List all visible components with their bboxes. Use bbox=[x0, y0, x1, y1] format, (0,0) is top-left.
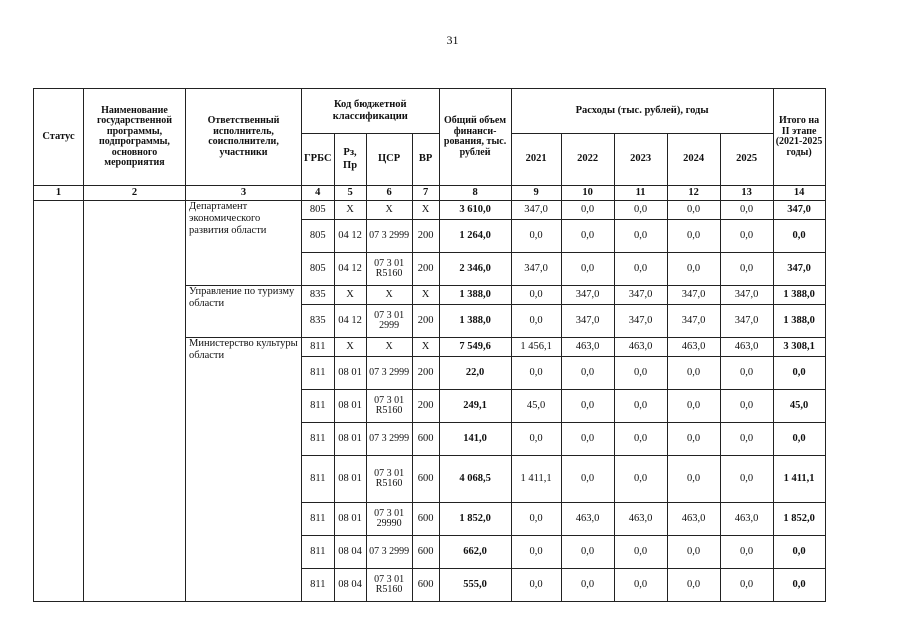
cell-csr: 07 3 2999 bbox=[366, 357, 412, 390]
column-number: 9 bbox=[511, 186, 561, 201]
column-number: 4 bbox=[302, 186, 335, 201]
name-cell bbox=[84, 201, 186, 602]
cell-y2022: 0,0 bbox=[561, 536, 614, 569]
cell-y2021: 347,0 bbox=[511, 201, 561, 220]
cell-stage: 0,0 bbox=[773, 220, 825, 253]
cell-y2025: 0,0 bbox=[720, 390, 773, 423]
cell-grbs: 811 bbox=[302, 569, 335, 602]
cell-y2025: 0,0 bbox=[720, 220, 773, 253]
cell-stage: 347,0 bbox=[773, 253, 825, 286]
header-expenses: Расходы (тыс. рублей), годы bbox=[511, 89, 773, 134]
cell-csr: X bbox=[366, 338, 412, 357]
cell-csr: 07 3 01 R5160 bbox=[366, 253, 412, 286]
cell-csr: 07 3 01 29990 bbox=[366, 503, 412, 536]
cell-y2021: 0,0 bbox=[511, 569, 561, 602]
cell-stage: 1 411,1 bbox=[773, 456, 825, 503]
cell-grbs: 811 bbox=[302, 357, 335, 390]
header-csr: ЦСР bbox=[366, 134, 412, 186]
cell-total: 1 264,0 bbox=[439, 220, 511, 253]
column-number: 3 bbox=[186, 186, 302, 201]
cell-vr: 600 bbox=[412, 503, 439, 536]
cell-vr: X bbox=[412, 201, 439, 220]
cell-y2023: 0,0 bbox=[614, 390, 667, 423]
status-cell bbox=[34, 201, 84, 602]
cell-vr: 600 bbox=[412, 569, 439, 602]
header-responsible: Ответственный исполнитель, соисполнители, участники bbox=[186, 89, 302, 186]
cell-stage: 347,0 bbox=[773, 201, 825, 220]
cell-rz: 04 12 bbox=[334, 305, 366, 338]
column-number: 11 bbox=[614, 186, 667, 201]
cell-vr: 200 bbox=[412, 253, 439, 286]
cell-y2021: 0,0 bbox=[511, 220, 561, 253]
cell-y2025: 347,0 bbox=[720, 286, 773, 305]
cell-y2023: 0,0 bbox=[614, 220, 667, 253]
cell-rz: X bbox=[334, 286, 366, 305]
cell-y2025: 0,0 bbox=[720, 456, 773, 503]
cell-total: 3 610,0 bbox=[439, 201, 511, 220]
cell-csr: X bbox=[366, 286, 412, 305]
cell-grbs: 805 bbox=[302, 201, 335, 220]
cell-grbs: 835 bbox=[302, 286, 335, 305]
cell-y2025: 0,0 bbox=[720, 569, 773, 602]
cell-y2023: 347,0 bbox=[614, 305, 667, 338]
budget-table bbox=[33, 88, 826, 602]
cell-y2024: 0,0 bbox=[667, 253, 720, 286]
cell-y2022: 0,0 bbox=[561, 220, 614, 253]
cell-stage: 0,0 bbox=[773, 569, 825, 602]
participant-cell: Управление по туризму области bbox=[186, 286, 302, 338]
cell-y2023: 347,0 bbox=[614, 286, 667, 305]
cell-y2022: 0,0 bbox=[561, 357, 614, 390]
cell-vr: 600 bbox=[412, 456, 439, 503]
cell-rz: X bbox=[334, 338, 366, 357]
cell-vr: 200 bbox=[412, 305, 439, 338]
header-year-2025: 2025 bbox=[720, 134, 773, 186]
cell-y2024: 0,0 bbox=[667, 569, 720, 602]
cell-y2021: 1 456,1 bbox=[511, 338, 561, 357]
column-number: 12 bbox=[667, 186, 720, 201]
cell-y2023: 0,0 bbox=[614, 201, 667, 220]
cell-y2025: 463,0 bbox=[720, 503, 773, 536]
cell-vr: 200 bbox=[412, 357, 439, 390]
cell-total: 2 346,0 bbox=[439, 253, 511, 286]
cell-y2024: 0,0 bbox=[667, 201, 720, 220]
cell-y2022: 463,0 bbox=[561, 503, 614, 536]
cell-stage: 3 308,1 bbox=[773, 338, 825, 357]
cell-y2024: 0,0 bbox=[667, 456, 720, 503]
cell-csr: 07 3 2999 bbox=[366, 423, 412, 456]
cell-rz: X bbox=[334, 201, 366, 220]
cell-y2025: 0,0 bbox=[720, 536, 773, 569]
cell-y2022: 463,0 bbox=[561, 338, 614, 357]
cell-y2025: 0,0 bbox=[720, 357, 773, 390]
cell-y2023: 0,0 bbox=[614, 357, 667, 390]
cell-csr: 07 3 01 R5160 bbox=[366, 569, 412, 602]
cell-vr: X bbox=[412, 286, 439, 305]
cell-stage: 0,0 bbox=[773, 357, 825, 390]
cell-stage: 1 852,0 bbox=[773, 503, 825, 536]
cell-total: 22,0 bbox=[439, 357, 511, 390]
cell-grbs: 811 bbox=[302, 536, 335, 569]
cell-y2023: 463,0 bbox=[614, 338, 667, 357]
cell-y2022: 0,0 bbox=[561, 456, 614, 503]
cell-y2021: 347,0 bbox=[511, 253, 561, 286]
cell-rz: 08 01 bbox=[334, 390, 366, 423]
cell-grbs: 811 bbox=[302, 390, 335, 423]
cell-y2022: 347,0 bbox=[561, 286, 614, 305]
cell-total: 1 388,0 bbox=[439, 286, 511, 305]
cell-y2022: 0,0 bbox=[561, 253, 614, 286]
cell-y2021: 0,0 bbox=[511, 305, 561, 338]
cell-grbs: 811 bbox=[302, 503, 335, 536]
cell-total: 4 068,5 bbox=[439, 456, 511, 503]
header-total: Общий объем финанси-рования, тыс. рублей bbox=[439, 89, 511, 186]
cell-rz: 08 01 bbox=[334, 423, 366, 456]
participant-cell: Департамент экономического развития области bbox=[186, 201, 302, 286]
header-year-2023: 2023 bbox=[614, 134, 667, 186]
column-number: 2 bbox=[84, 186, 186, 201]
header-year-2024: 2024 bbox=[667, 134, 720, 186]
cell-rz: 08 04 bbox=[334, 536, 366, 569]
cell-total: 555,0 bbox=[439, 569, 511, 602]
cell-rz: 04 12 bbox=[334, 220, 366, 253]
cell-y2024: 0,0 bbox=[667, 220, 720, 253]
cell-csr: 07 3 01 R5160 bbox=[366, 390, 412, 423]
cell-total: 662,0 bbox=[439, 536, 511, 569]
cell-y2021: 0,0 bbox=[511, 286, 561, 305]
cell-rz: 08 04 bbox=[334, 569, 366, 602]
cell-y2024: 0,0 bbox=[667, 536, 720, 569]
cell-stage: 1 388,0 bbox=[773, 305, 825, 338]
cell-y2021: 1 411,1 bbox=[511, 456, 561, 503]
cell-y2025: 0,0 bbox=[720, 201, 773, 220]
participant-cell: Министерство культуры области bbox=[186, 338, 302, 602]
cell-grbs: 811 bbox=[302, 456, 335, 503]
cell-y2022: 347,0 bbox=[561, 305, 614, 338]
cell-y2024: 347,0 bbox=[667, 305, 720, 338]
cell-y2023: 0,0 bbox=[614, 456, 667, 503]
column-number-row bbox=[34, 186, 826, 201]
header-stage-total: Итого на II этапе (2021-2025 годы) bbox=[773, 89, 825, 186]
cell-total: 7 549,6 bbox=[439, 338, 511, 357]
cell-y2024: 0,0 bbox=[667, 390, 720, 423]
column-number: 14 bbox=[773, 186, 825, 201]
cell-csr: X bbox=[366, 201, 412, 220]
cell-vr: 600 bbox=[412, 423, 439, 456]
cell-csr: 07 3 01 2999 bbox=[366, 305, 412, 338]
cell-y2022: 0,0 bbox=[561, 390, 614, 423]
table-row bbox=[34, 201, 826, 220]
column-number: 7 bbox=[412, 186, 439, 201]
cell-y2023: 463,0 bbox=[614, 503, 667, 536]
column-number: 1 bbox=[34, 186, 84, 201]
cell-y2021: 0,0 bbox=[511, 357, 561, 390]
cell-total: 141,0 bbox=[439, 423, 511, 456]
page-number: 31 bbox=[446, 33, 459, 47]
cell-total: 1 852,0 bbox=[439, 503, 511, 536]
cell-grbs: 805 bbox=[302, 253, 335, 286]
cell-y2021: 0,0 bbox=[511, 503, 561, 536]
cell-y2024: 0,0 bbox=[667, 423, 720, 456]
cell-grbs: 805 bbox=[302, 220, 335, 253]
cell-y2021: 0,0 bbox=[511, 536, 561, 569]
cell-y2024: 463,0 bbox=[667, 503, 720, 536]
cell-y2024: 463,0 bbox=[667, 338, 720, 357]
header-name: Наименование государственной программы, подпрограммы, основного мероприятия bbox=[84, 89, 186, 186]
cell-grbs: 811 bbox=[302, 423, 335, 456]
cell-y2025: 0,0 bbox=[720, 253, 773, 286]
cell-vr: 200 bbox=[412, 390, 439, 423]
cell-vr: 600 bbox=[412, 536, 439, 569]
cell-rz: 08 01 bbox=[334, 503, 366, 536]
cell-y2025: 347,0 bbox=[720, 305, 773, 338]
cell-y2023: 0,0 bbox=[614, 536, 667, 569]
column-number: 13 bbox=[720, 186, 773, 201]
column-number: 6 bbox=[366, 186, 412, 201]
cell-total: 1 388,0 bbox=[439, 305, 511, 338]
cell-y2021: 0,0 bbox=[511, 423, 561, 456]
cell-csr: 07 3 2999 bbox=[366, 220, 412, 253]
cell-stage: 1 388,0 bbox=[773, 286, 825, 305]
header-year-2021: 2021 bbox=[511, 134, 561, 186]
cell-y2021: 45,0 bbox=[511, 390, 561, 423]
cell-stage: 0,0 bbox=[773, 423, 825, 456]
cell-y2022: 0,0 bbox=[561, 201, 614, 220]
cell-stage: 45,0 bbox=[773, 390, 825, 423]
header-status: Статус bbox=[34, 89, 84, 186]
cell-stage: 0,0 bbox=[773, 536, 825, 569]
cell-vr: X bbox=[412, 338, 439, 357]
cell-vr: 200 bbox=[412, 220, 439, 253]
cell-y2025: 0,0 bbox=[720, 423, 773, 456]
cell-grbs: 835 bbox=[302, 305, 335, 338]
cell-y2022: 0,0 bbox=[561, 569, 614, 602]
cell-csr: 07 3 01 R5160 bbox=[366, 456, 412, 503]
cell-y2025: 463,0 bbox=[720, 338, 773, 357]
cell-rz: 08 01 bbox=[334, 456, 366, 503]
cell-y2023: 0,0 bbox=[614, 253, 667, 286]
cell-rz: 08 01 bbox=[334, 357, 366, 390]
column-number: 10 bbox=[561, 186, 614, 201]
header-rz: Рз, Пр bbox=[334, 134, 366, 186]
cell-rz: 04 12 bbox=[334, 253, 366, 286]
cell-grbs: 811 bbox=[302, 338, 335, 357]
cell-total: 249,1 bbox=[439, 390, 511, 423]
header-year-2022: 2022 bbox=[561, 134, 614, 186]
cell-csr: 07 3 2999 bbox=[366, 536, 412, 569]
header-budget-code: Код бюджетной классификации bbox=[302, 89, 440, 134]
cell-y2024: 0,0 bbox=[667, 357, 720, 390]
cell-y2024: 347,0 bbox=[667, 286, 720, 305]
header-grbs: ГРБС bbox=[302, 134, 335, 186]
cell-y2022: 0,0 bbox=[561, 423, 614, 456]
column-number: 5 bbox=[334, 186, 366, 201]
cell-y2023: 0,0 bbox=[614, 423, 667, 456]
cell-y2023: 0,0 bbox=[614, 569, 667, 602]
header-vr: ВР bbox=[412, 134, 439, 186]
column-number: 8 bbox=[439, 186, 511, 201]
